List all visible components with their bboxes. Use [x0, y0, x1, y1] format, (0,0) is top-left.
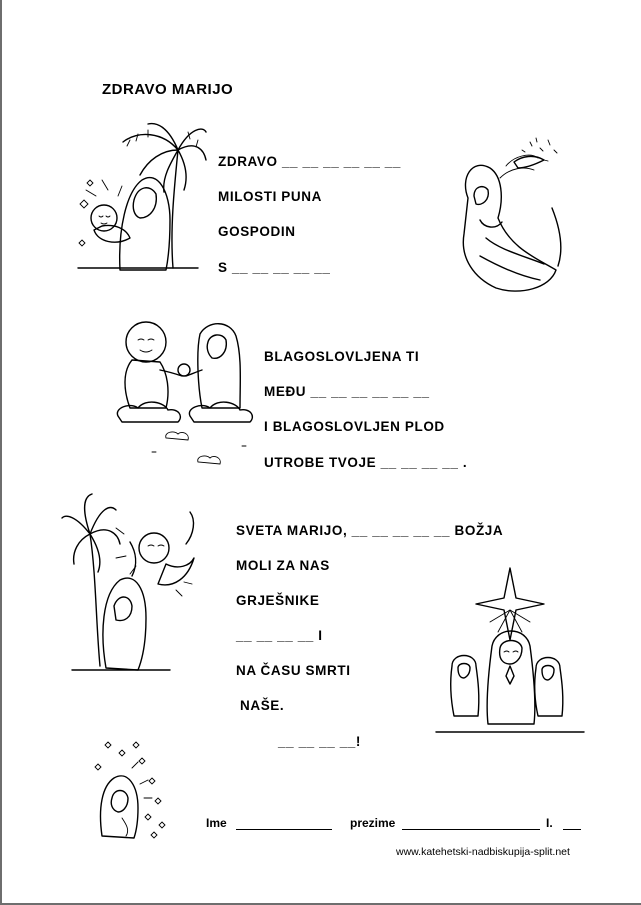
prayer-line-15: __ __ __ __! — [278, 734, 362, 749]
prayer-line-5: BLAGOSLOVLJENA TI — [264, 349, 420, 364]
prayer-line-2: MILOSTI PUNA — [218, 189, 322, 204]
visitation-icon — [112, 312, 262, 477]
praying-family-star-icon — [436, 566, 586, 736]
prayer-line-7: I BLAGOSLOVLJEN PLOD — [264, 419, 445, 434]
prayer-line-4: S __ __ __ __ __ — [218, 260, 331, 275]
page-title: ZDRAVO MARIJO — [102, 81, 234, 98]
razred-label: I. — [546, 816, 553, 830]
prezime-label: prezime — [350, 816, 396, 830]
mary-stars-icon — [92, 738, 172, 838]
prayer-line-6: MEĐU __ __ __ __ __ __ — [264, 384, 430, 399]
prayer-line-10: MOLI ZA NAS — [236, 558, 330, 573]
prayer-line-8: UTROBE TVOJE __ __ __ __ . — [264, 455, 468, 470]
prayer-line-11: GRJEŠNIKE — [236, 593, 320, 608]
prayer-line-1: ZDRAVO __ __ __ __ __ __ — [218, 154, 401, 169]
prayer-line-3: GOSPODIN — [218, 224, 296, 239]
ime-input-line[interactable] — [236, 829, 332, 830]
nativity-palm-icon — [78, 120, 208, 270]
website-link[interactable]: www.katehetski-nadbiskupija-split.net — [396, 846, 570, 858]
ime-label: Ime — [206, 816, 227, 830]
razred-input-line[interactable] — [563, 829, 581, 830]
prayer-line-12: __ __ __ __ I — [236, 628, 323, 643]
mary-with-dove-icon — [440, 138, 570, 303]
prayer-line-9: SVETA MARIJO, __ __ __ __ __ BOŽJA — [236, 523, 504, 538]
annunciation-angel-icon — [66, 494, 206, 674]
prezime-input-line[interactable] — [402, 829, 540, 830]
prayer-line-13: NA ČASU SMRTI — [236, 663, 351, 678]
prayer-line-14: NAŠE. — [240, 698, 285, 713]
